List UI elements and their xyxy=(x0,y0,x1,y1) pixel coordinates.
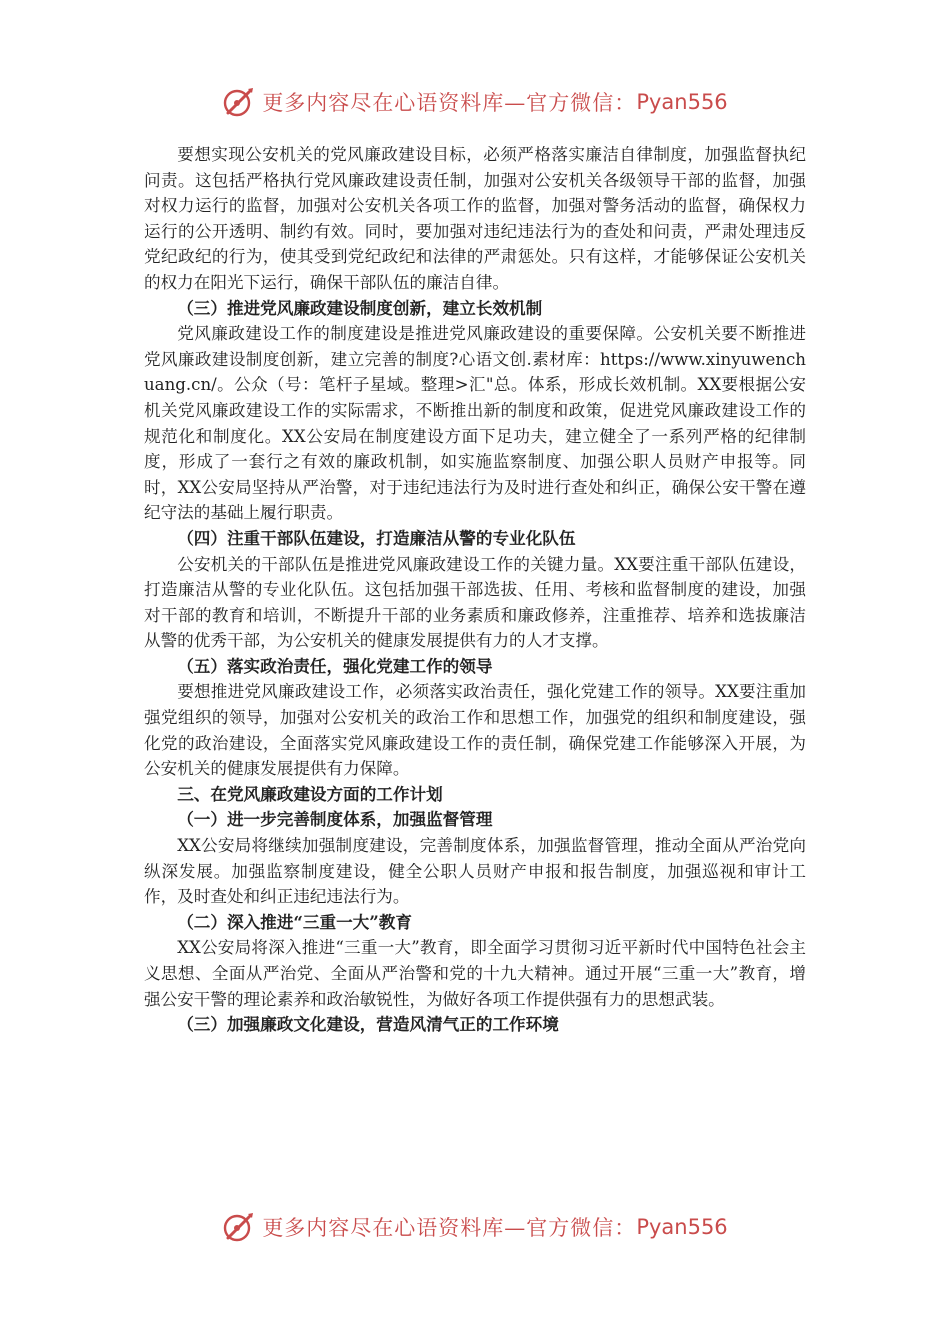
header-wechat-id: Pyan556 xyxy=(636,90,728,114)
paragraph: XX公安局将继续加强制度建设，完善制度体系，加强监督管理，推动全面从严治党向纵深发展。加强监察制度建设，健全公职人员财产申报和报告制度，加强巡视和审计工作，及时查处和纠正违纪违法行为。 xyxy=(144,836,806,907)
section-heading: （五）落实政治责任，强化党建工作的领导 xyxy=(177,655,493,676)
section-heading: （一）进一步完善制度体系，加强监督管理 xyxy=(177,809,493,830)
paragraph: 公安机关的干部队伍是推进党风廉政建设工作的关键力量。XX要注重干部队伍建设，打造廉洁从警的专业化队伍。这包括加强干部选拔、任用、考核和监督制度的建设，加强对干部的教育和培训，不断提升干部的业务素质和廉政修养，注重推荐、培养和选拔廉洁从警的优秀干部，为公安机关的健康发展提供有力的人才支撑。 xyxy=(144,554,806,651)
pen-circle-logo-icon xyxy=(222,85,256,119)
section-heading: （三）推进党风廉政建设制度创新，建立长效机制 xyxy=(177,297,543,318)
paragraph: 要想实现公安机关的党风廉政建设目标，必须严格落实廉洁自律制度，加强监督执纪问责。这包括严格执行党风廉政建设责任制，加强对公安机关各级领导干部的监督，加强对权力运行的监督，加强对公安机关各项工作的监督，加强对警务活动的监督，确保权力运行的公开透明、制约有效。同时，要加强对违纪违法行为的查处和问责，严肃处理违反党纪政纪的行为，使其受到党纪政纪和法律的严肃惩处。只有这样，才能够保证公安机关的权力在阳光下运行，确保干部队伍的廉洁自律。 xyxy=(144,145,806,292)
paragraph: XX公安局将深入推进“三重一大”教育，即全面学习贯彻习近平新时代中国特色社会主义思想、全面从严治党、全面从严治警和党的十九大精神。通过开展“三重一大”教育，增强公安干警的理论素养和政治敏锐性，为做好各项工作提供强有力的思想武装。 xyxy=(144,938,806,1009)
chapter-heading: 三、在党风廉政建设方面的工作计划 xyxy=(177,783,443,804)
pen-circle-logo-icon xyxy=(222,1210,256,1244)
paragraph: 要想推进党风廉政建设工作，必须落实政治责任，强化党建工作的领导。XX要注重加强党组织的领导，加强对公安机关的政治工作和思想工作，加强党的组织和制度建设，强化党的政治建设，全面落实党风廉政建设工作的责任制，确保党建工作能够深入开展，为公安机关的健康发展提供有力保障。 xyxy=(144,682,806,779)
footer-banner-text: 更多内容尽在心语资料库—官方微信： xyxy=(262,1216,637,1240)
header-banner xyxy=(0,82,950,122)
section-heading: （三）加强廉政文化建设，营造风清气正的工作环境 xyxy=(177,1014,559,1035)
header-banner-text: 更多内容尽在心语资料库—官方微信： xyxy=(262,91,637,115)
paragraph: 党风廉政建设工作的制度建设是推进党风廉政建设的重要保障。公安机关要不断推进党风廉政建设制度创新，建立完善的制度?心语文创.素材库：https://www.xinyuwenchuang.cn/。公众（号：笔杆子星域。整理>汇"总。体系，形成长效机制。XX要根据公安机关党风廉政建设工作的实际需求，不断推出新的制度和政策，促进党风廉政建设工作的规范化和制度化。XX公安局在制度建设方面下足功夫，建立健全了一系列严格的纪律制度，形成了一套行之有效的廉政机制，如实施监察制度、加强公职人员财产申报等。同时，XX公安局坚持从严治警，对于违纪违法行为及时进行查处和纠正，确保公安干警在遵纪守法的基础上履行职责。 xyxy=(144,324,806,523)
section-heading: （二）深入推进“三重一大”教育 xyxy=(177,911,412,932)
footer-banner xyxy=(0,1207,950,1247)
section-heading: （四）注重干部队伍建设，打造廉洁从警的专业化队伍 xyxy=(177,527,576,548)
footer-wechat-id: Pyan556 xyxy=(636,1215,728,1239)
document-body xyxy=(144,142,806,1038)
